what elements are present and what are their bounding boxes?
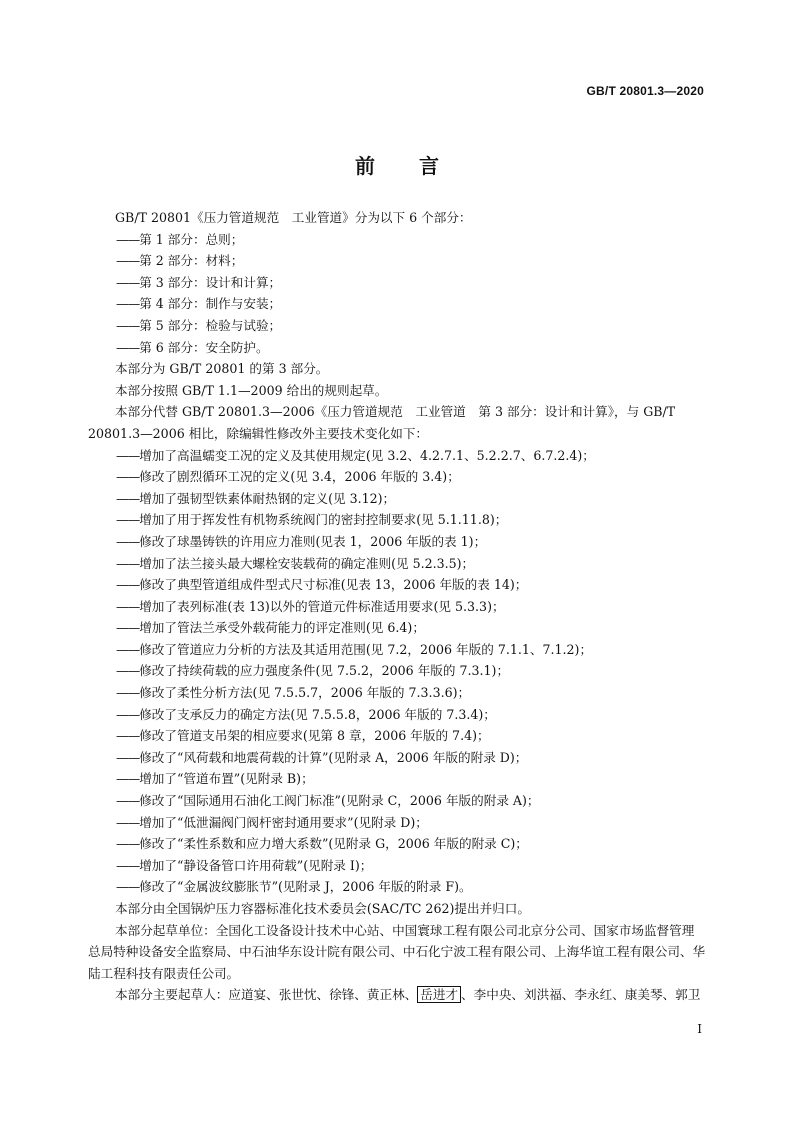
dash-mark: —— (116, 793, 140, 809)
dash-mark: —— (116, 706, 140, 722)
change-text: 修改了“金属波纹膨胀节”(见附录 J，2006 年版的附录 F)。 (139, 879, 472, 895)
dash-mark: —— (116, 296, 140, 312)
change-text: 修改了持续荷载的应力强度条件(见 7.5.2，2006 年版的 7.3.1)； (139, 663, 510, 679)
dash-mark: —— (116, 814, 140, 830)
part-text: 第 6 部分：安全防护。 (139, 339, 269, 355)
dash-mark: —— (116, 879, 140, 895)
change-text: 修改了“国际通用石油化工阀门标准”(见附录 C，2006 年版的附录 A)； (139, 793, 540, 809)
change-text: 修改了柔性分析方法(见 7.5.5.7，2006 年版的 7.3.3.6)； (139, 685, 471, 701)
list-item (88, 790, 706, 812)
page-number: I (697, 1022, 702, 1036)
dash-mark: —— (116, 577, 140, 593)
change-text: 增加了用于挥发性有机物系统阀门的密封控制要求(见 5.1.11.8)； (139, 512, 508, 528)
title-char-2: 言 (419, 154, 439, 178)
list-item (88, 229, 706, 251)
dash-mark: —— (116, 447, 140, 463)
list-item (88, 768, 706, 790)
proposed-by-paragraph: 本部分由全国锅炉压力容器标准化技术委员会(SAC/TC 262)提出并归口。 (115, 901, 530, 916)
change-text: 增加了“管道布置”(见附录 B)； (139, 771, 314, 787)
list-item (88, 315, 706, 337)
drafting-units-paragraph: 本部分起草单位：全国化工设备设计技术中心站、中国寰球工程有限公司北京分公司、国家市场监督管理总局特种设备安全监察局、中石油华东设计院有限公司、中石化宁波工程有限公司、上海华谊工程有限公司、华陆工程科技有限责任公司。 (88, 922, 706, 981)
dash-mark: —— (116, 533, 140, 549)
dash-mark: —— (116, 728, 140, 744)
list-item (88, 445, 706, 467)
list-item (88, 833, 706, 855)
list-item (88, 596, 706, 618)
page-title (0, 150, 794, 179)
change-text: 修改了球墨铸铁的许用应力准则(见表 1，2006 年版的表 1)； (139, 533, 487, 549)
list-item (88, 488, 706, 510)
dash-mark: —— (116, 663, 140, 679)
dash-mark: —— (116, 512, 140, 528)
change-text: 修改了“风荷载和地震荷载的计算”(见附录 A，2006 年版的附录 D)； (139, 749, 528, 765)
this-part-paragraph: 本部分为 GB/T 20801 的第 3 部分。 (115, 361, 329, 377)
dash-mark: —— (116, 836, 140, 852)
change-text: 增加了管法兰承受外载荷能力的评定准则(见 6.4)； (139, 620, 425, 636)
part-text: 第 2 部分：材料； (139, 253, 244, 269)
dash-mark: —— (116, 771, 140, 787)
change-text: 增加了表列标准(表 13)以外的管道元件标准适用要求(见 5.3.3)； (139, 598, 505, 614)
parts-list (88, 229, 706, 359)
change-text: 修改了管道应力分析的方法及其适用范围(见 7.2，2006 年版的 7.1.1、7.1.2)； (139, 641, 593, 657)
drafting-rules-paragraph: 本部分按照 GB/T 1.1—2009 给出的规则起草。 (115, 382, 388, 398)
dash-mark: —— (116, 685, 140, 701)
change-text: 修改了典型管道组成件型式尺寸标准(见表 13，2006 年版的表 14)； (139, 577, 528, 593)
dash-mark: —— (116, 490, 140, 506)
list-item (88, 509, 706, 531)
dash-mark: —— (116, 749, 140, 765)
part-text: 第 3 部分：设计和计算； (139, 274, 282, 290)
dash-mark: —— (116, 598, 140, 614)
list-item (88, 704, 706, 726)
standard-code-header: GB/T 20801.3—2020 (586, 84, 704, 98)
part-text: 第 1 部分：总则； (139, 231, 244, 247)
dash-mark: —— (116, 857, 140, 873)
change-text: 增加了“静设备管口许用荷载”(见附录 I)； (139, 857, 373, 873)
dash-mark: —— (116, 253, 140, 269)
intro-paragraph: GB/T 20801《压力管道规范 工业管道》分为以下 6 个部分： (115, 210, 472, 225)
change-text: 增加了“低泄漏阀门阀杆密封通用要求”(见附录 D)； (139, 814, 428, 830)
list-item (88, 272, 706, 294)
dash-mark: —— (116, 469, 140, 485)
title-char-1: 前 (355, 154, 375, 178)
list-item (88, 725, 706, 747)
change-text: 修改了支承反力的确定方法(见 7.5.5.8，2006 年版的 7.3.4)； (139, 706, 496, 722)
change-text: 增加了强韧型铁素体耐热钢的定义(见 3.12)； (139, 490, 396, 506)
dash-mark: —— (116, 274, 140, 290)
list-item (88, 337, 706, 359)
part-text: 第 4 部分：制作与安装； (139, 296, 282, 312)
list-item (88, 531, 706, 553)
dash-mark: —— (116, 620, 140, 636)
replaces-paragraph: 本部分代替 GB/T 20801.3—2006《压力管道规范 工业管道 第 3 部分：设计和计算》，与 GB/T 20801.3—2006 相比，除编辑性修改外主要技术变化如下： (88, 404, 676, 441)
dash-mark: —— (116, 641, 140, 657)
list-item (88, 250, 706, 272)
part-text: 第 5 部分：检验与试验； (139, 317, 282, 333)
list-item (88, 747, 706, 769)
changes-list (88, 445, 706, 898)
list-item (88, 574, 706, 596)
change-text: 增加了高温蠕变工况的定义及其使用规定(见 3.2、4.2.7.1、5.2.2.7、6.7.2.4)； (139, 447, 595, 463)
drafters-paragraph (88, 984, 706, 1006)
list-item (88, 293, 706, 315)
change-text: 修改了管道支吊架的相应要求(见第 8 章，2006 年版的 7.4)； (139, 728, 490, 744)
list-item (88, 660, 706, 682)
drafters-suffix: 、李中央、刘洪福、李永红、康美琴、郭卫 (461, 987, 701, 1003)
foreword-body (88, 207, 706, 1006)
list-item (88, 553, 706, 575)
dash-mark: —— (116, 339, 140, 355)
list-item (88, 682, 706, 704)
list-item (88, 876, 706, 898)
list-item (88, 466, 706, 488)
drafters-prefix: 本部分主要起草人：应道宴、张世忱、徐锋、黄正林、 (115, 987, 418, 1003)
list-item (88, 639, 706, 661)
boxed-drafter-name: 岳进才 (417, 986, 461, 1003)
change-text: 增加了法兰接头最大螺栓安装载荷的确定准则(见 5.2.3.5)； (139, 555, 475, 571)
dash-mark: —— (116, 555, 140, 571)
list-item (88, 855, 706, 877)
change-text: 修改了剧烈循环工况的定义(见 3.4，2006 年版的 3.4)； (139, 469, 460, 485)
list-item (88, 617, 706, 639)
change-text: 修改了“柔性系数和应力增大系数”(见附录 G，2006 年版的附录 C)； (139, 836, 528, 852)
dash-mark: —— (116, 231, 140, 247)
dash-mark: —— (116, 317, 140, 333)
list-item (88, 812, 706, 834)
